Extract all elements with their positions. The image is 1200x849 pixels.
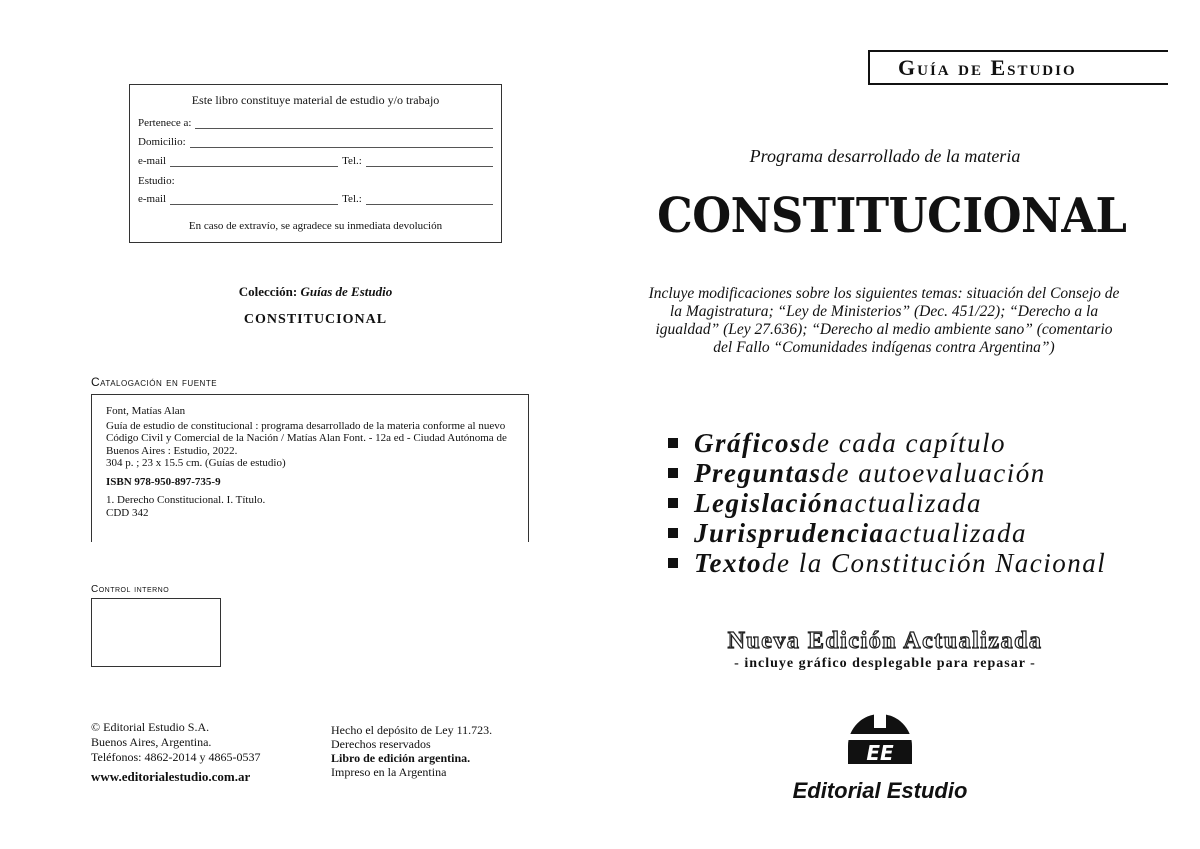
features-list (668, 428, 1106, 578)
owner-row-email (138, 153, 493, 167)
impreso-line: Impreso en la Argentina (331, 765, 447, 779)
website-link[interactable]: www.editorialestudio.com.ar (91, 769, 251, 784)
feature-strong: Preguntas (694, 457, 822, 488)
feature-item (668, 488, 1106, 518)
catalog-subjects: 1. Derecho Constitucional. I. Título. (106, 494, 266, 506)
feature-item (668, 458, 1106, 488)
phones-line: Teléfonos: 4862-2014 y 4865-0537 (91, 750, 261, 764)
tel2-label: Tel.: (342, 193, 362, 205)
owner-box-footer: En caso de extravío, se agradece su inmediata devolución (188, 220, 443, 232)
tel-line (366, 156, 493, 167)
feature-rest: de la Constitución Nacional (762, 547, 1107, 578)
feature-item (668, 428, 1106, 458)
bullet-icon (668, 438, 678, 448)
pertenece-label: Pertenece a: (138, 117, 192, 129)
email-line (170, 156, 338, 167)
coleccion-line (129, 284, 502, 300)
feature-rest: de cada capítulo (802, 427, 1006, 458)
email2-line (170, 194, 338, 205)
domicilio-line (190, 137, 493, 148)
owner-row-estudio (138, 173, 493, 187)
catalog-physical: 304 p. ; 23 x 15.5 cm. (Guías de estudio) (106, 457, 286, 469)
catalog-box (91, 394, 529, 542)
email2-label: e-mail (138, 193, 167, 205)
catalog-isbn: ISBN 978-950-897-735-9 (106, 475, 221, 488)
legal-info (331, 723, 492, 779)
domicilio-label: Domicilio: (138, 136, 186, 148)
feature-rest: actualizada (839, 487, 982, 518)
feature-item (668, 518, 1106, 548)
feature-strong: Legislación (694, 487, 840, 518)
tel2-line (366, 194, 493, 205)
feature-rest: de autoevaluación (821, 457, 1046, 488)
feature-strong: Texto (694, 547, 762, 578)
edicion-line: Libro de edición argentina. (331, 751, 471, 765)
bullet-icon (668, 528, 678, 538)
catalog-heading: Catalogación en fuente (91, 375, 218, 389)
pertenece-line (195, 118, 493, 129)
control-heading: Control interno (91, 584, 170, 595)
publisher-name: Editorial Estudio (792, 778, 968, 803)
incluye-grafico-note: - incluye gráfico desplegable para repasar - (734, 656, 1036, 671)
catalog-cdd: CDD 342 (106, 506, 149, 519)
control-box (91, 598, 221, 667)
nueva-edicion-heading: Nueva Edición Actualizada (727, 628, 1043, 654)
owner-info-box (129, 84, 502, 243)
feature-rest: actualizada (884, 517, 1028, 548)
owner-row-pertenece (138, 115, 493, 129)
coleccion-title: CONSTITUCIONAL (243, 312, 388, 327)
owner-row-domicilio (138, 134, 493, 148)
catalog-description: Guía de estudio de constitucional : programa desarrollado de la materia conforme al nuevo Código Civil y Comercial de la Nación / Matías Alan Font. - 12a ed - Ciudad Autónoma de Buenos Aires : Estudio, 2022. (106, 419, 507, 457)
bullet-icon (668, 468, 678, 478)
feature-strong: Gráficos (694, 427, 802, 458)
coleccion-label: Colección: (238, 284, 298, 299)
programa-subtitle: Programa desarrollado de la materia (749, 146, 1021, 166)
guia-de-estudio-label: Guía de Estudio (868, 50, 1168, 85)
coleccion-series: Guías de Estudio (300, 284, 393, 299)
owner-box-title: Este libro constituye material de estudio y/o trabajo (191, 93, 440, 107)
cover-title: CONSTITUCIONAL (657, 188, 1127, 244)
copyright-line: © Editorial Estudio S.A. (91, 720, 210, 734)
city-line: Buenos Aires, Argentina. (91, 735, 212, 749)
publisher-info (91, 720, 260, 784)
derechos-line: Derechos reservados (331, 737, 431, 751)
catalog-author: Font, Matías Alan (106, 405, 186, 417)
logo-text: EE (866, 741, 894, 765)
editorial-estudio-logo-icon (844, 706, 916, 770)
email-label: e-mail (138, 155, 167, 167)
bullet-icon (668, 558, 678, 568)
tel-label: Tel.: (342, 155, 362, 167)
estudio-label: Estudio: (138, 175, 175, 187)
bullet-icon (668, 498, 678, 508)
incluye-paragraph: Incluye modificaciones sobre los siguientes temas: situación del Consejo de la Magistratura; “Ley de Ministerios” (Dec. 451/22); “Derecho a la igualdad” (Ley 27.636); “Derecho al medio ambiente sano” (comentario del Fallo “Comunidades indígenas contra Argentina”) (648, 285, 1120, 356)
feature-strong: Jurisprudencia (694, 517, 885, 548)
feature-item (668, 548, 1106, 578)
deposito-line: Hecho el depósito de Ley 11.723. (331, 723, 493, 737)
owner-row-email2 (138, 191, 493, 205)
